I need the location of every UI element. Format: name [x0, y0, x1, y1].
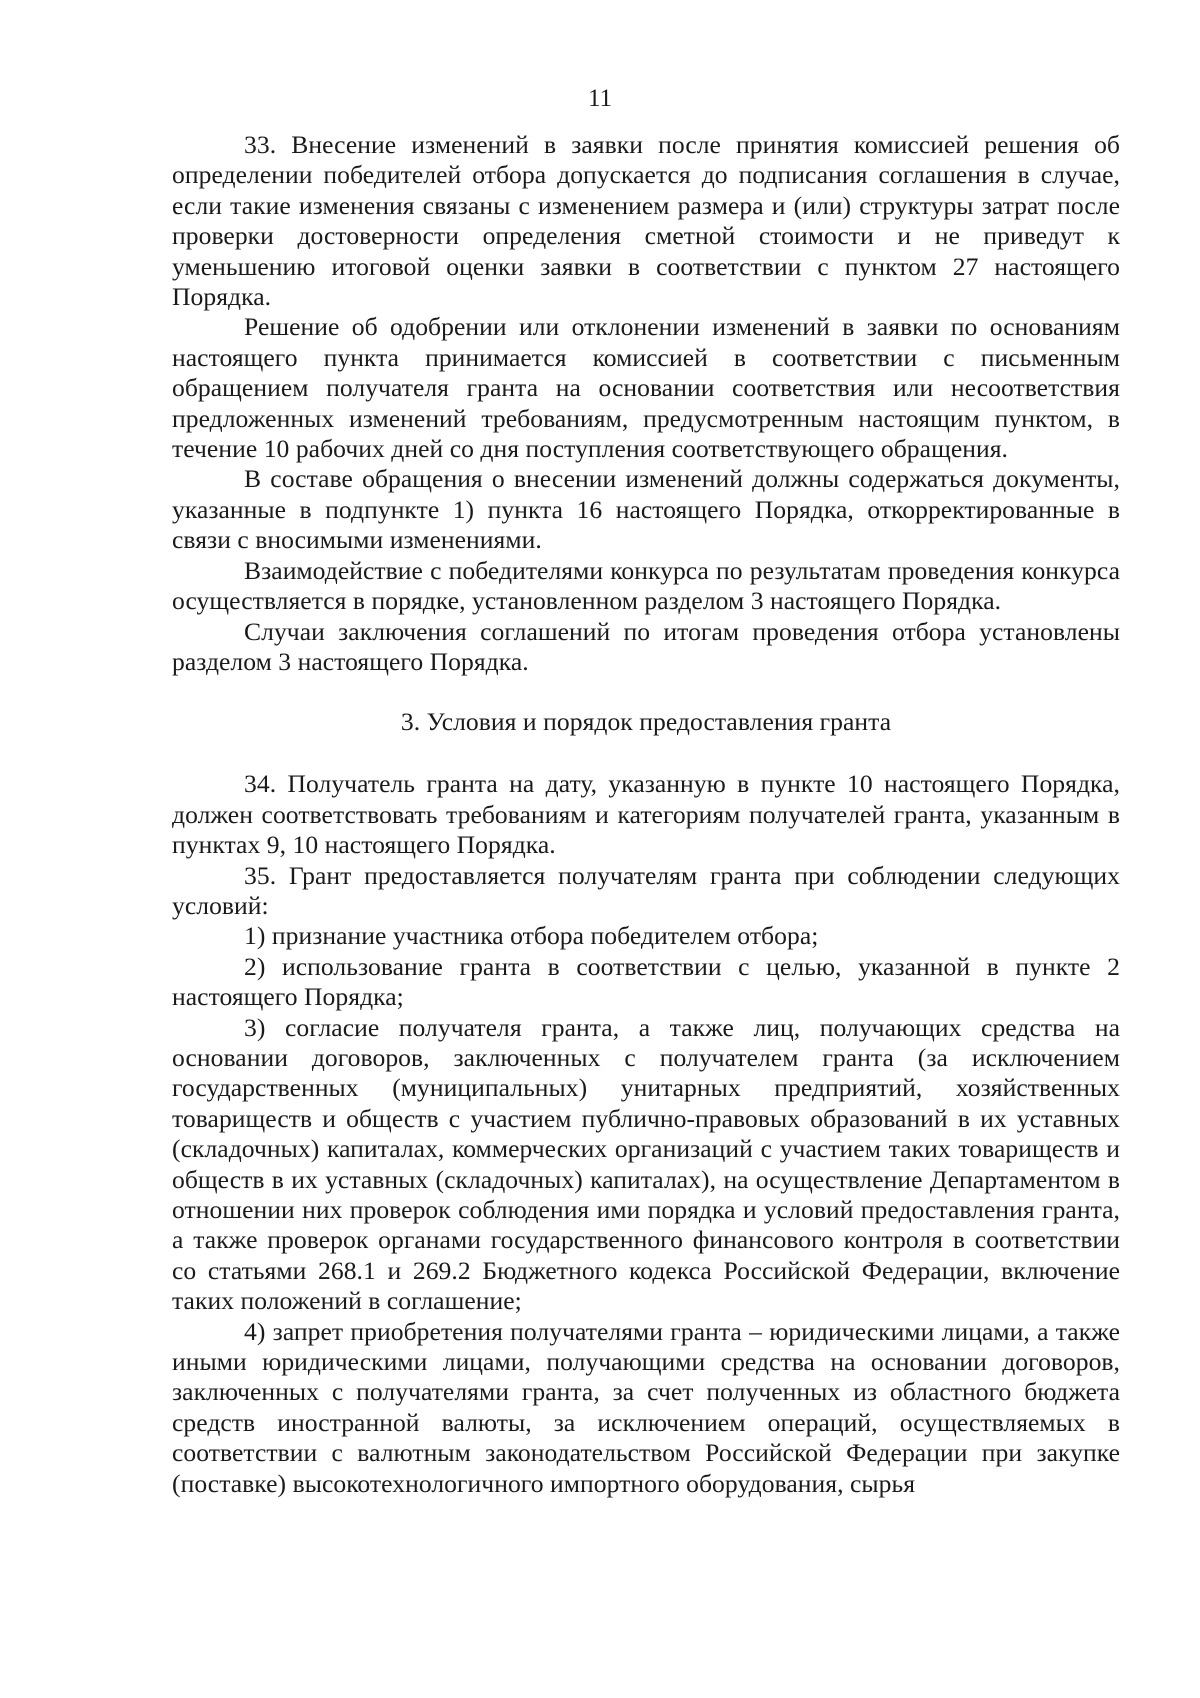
paragraph-documents: В составе обращения о внесении изменений должны содержаться документы, указанные в подпункте 1) пункта 16 настоящего Порядка, откорректированные в связи с вносимыми изменениями. [172, 464, 1120, 555]
page-number: 11 [587, 85, 613, 112]
paragraph-interaction: Взаимодействие с победителями конкурса по результатам проведения конкурса осуществляется в порядке, установленном разделом 3 настоящего Порядка. [172, 555, 1120, 616]
document-body [172, 130, 1120, 1499]
section-heading: 3. Условия и порядок предоставления гранта [400, 707, 892, 737]
list-item-2: 2) использование гранта в соответствии с целью, указанной в пункте 2 настоящего Порядка; [172, 951, 1120, 1012]
list-item-3: 3) согласие получателя гранта, а также лиц, получающих средства на основании договоров, заключенных с получателем гранта (за исключением государственных (муниципальных) унитарных предприятий, хозяйственных товариществ и обществ с участием публично-правовых образований в их уставных (складочных) капиталах, коммерческих организаций с участием таких товариществ и обществ в их уставных (складочных) капиталах), на осуществление Департаментом в отношении них проверок соблюдения ими порядка и условий предоставления гранта, а также проверок органами государственного финансового контроля в соответствии со статьями 268.1 и 269.2 Бюджетного кодекса Российской Федерации, включение таких положений в соглашение; [172, 1012, 1120, 1316]
list-item-4: 4) запрет приобретения получателями гранта – юридическими лицами, а также иными юридическими лицами, получающими средства на основании договоров, заключенных с получателями гранта, за счет полученных из областного бюджета средств иностранной валюты, за исключением операций, осуществляемых в соответствии с валютным законодательством Российской Федерации при закупке (поставке) высокотехнологичного импортного оборудования, сырья [172, 1316, 1120, 1498]
paragraph-34: 34. Получатель гранта на дату, указанную в пункте 10 настоящего Порядка, должен соответствовать требованиям и категориям получателей гранта, указанным в пунктах 9, 10 настоящего Порядка. [172, 769, 1120, 860]
paragraph-agreements: Случаи заключения соглашений по итогам проведения отбора установлены разделом 3 настоящего Порядка. [172, 616, 1120, 676]
list-item-1: 1) признание участника отбора победителем отбора; [244, 921, 819, 951]
paragraph-35: 35. Грант предоставляется получателям гранта при соблюдении следующих условий: [172, 860, 1120, 920]
paragraph-33: 33. Внесение изменений в заявки после принятия комиссией решения об определении победителей отбора допускается до подписания соглашения в случае, если такие изменения связаны с изменением размера и (или) структуры затрат после проверки достоверности определения сметной стоимости и не приведут к уменьшению итоговой оценки заявки в соответствии с пунктом 27 настоящего Порядка. [172, 130, 1120, 312]
paragraph-decision: Решение об одобрении или отклонении изменений в заявки по основаниям настоящего пункта принимается комиссией в соответствии с письменным обращением получателя гранта на основании соответствия или несоответствия предложенных изменений требованиям, предусмотренным настоящим пунктом, в течение 10 рабочих дней со дня поступления соответствующего обращения. [172, 312, 1120, 464]
